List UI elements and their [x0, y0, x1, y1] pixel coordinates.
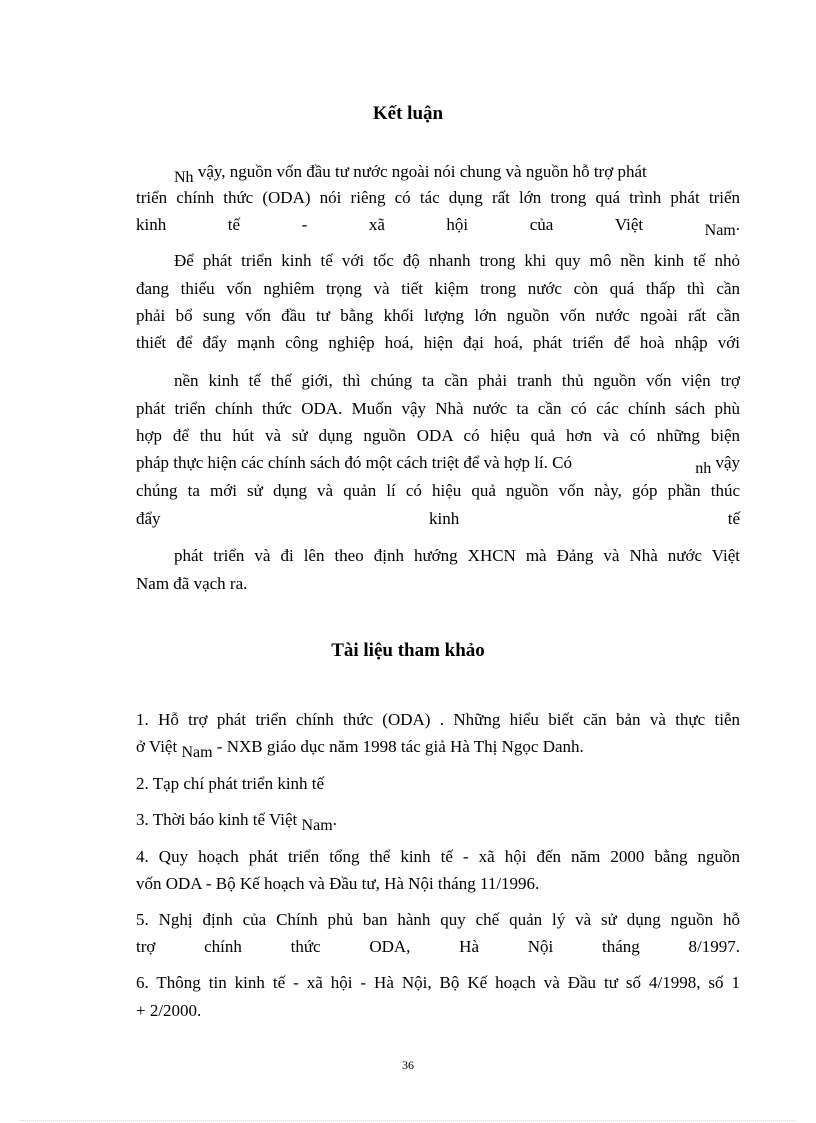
text-fragment: .: [735, 215, 740, 234]
page-bottom-divider: [20, 1120, 796, 1121]
conclusion-paragraph-3-line-5: chúng ta mới sử dụng và quản lí có hiệu quả nguồn vốn này, góp phần thúc: [136, 481, 740, 500]
text-fragment: ở Việt: [136, 737, 182, 756]
reference-1-line-2: [136, 736, 740, 759]
conclusion-paragraph-3-line-2: phát triển chính thức ODA. Muốn vậy Nhà nước ta cần có các chính sách phù: [136, 399, 740, 418]
conclusion-heading: Kết luận: [372, 103, 444, 124]
text-fragment: vậy, nguồn vốn đầu tư nước ngoài nói chung và nguồn hỗ trợ phát: [193, 162, 647, 181]
text-fragment: Nam: [301, 817, 333, 834]
reference-4-line-2: vốn ODA - Bộ Kế hoạch và Đầu tư, Hà Nội tháng 11/1996.: [136, 874, 540, 893]
text-fragment: - NXB giáo dục năm 1998 tác giả Hà Thị Ngọc Danh.: [212, 737, 584, 756]
word: kinh: [429, 509, 460, 528]
reference-2: 2. Tạp chí phát triển kinh tế: [136, 774, 325, 793]
page-number: 36: [402, 1058, 414, 1072]
word: Việt: [614, 215, 644, 234]
reference-1-line-1: 1. Hỗ trợ phát triển chính thức (ODA) . Những hiểu biết căn bản và thực tiễn: [136, 710, 740, 729]
text-fragment: nh: [695, 460, 712, 477]
word: tế: [227, 215, 241, 234]
word: [705, 214, 740, 237]
text-fragment: Nh: [174, 169, 194, 186]
word: đẩy: [136, 509, 161, 528]
word: xã: [368, 215, 385, 234]
reference-6-line-1: 6. Thông tin kinh tế - xã hội - Hà Nội, Bộ Kế hoạch và Đầu tư số 4/1998, số 1: [136, 973, 740, 992]
word: kinh: [136, 215, 167, 234]
text-fragment: [695, 452, 740, 475]
conclusion-paragraph-3-line-1: nền kinh tế thế giới, thì chúng ta cần phải tranh thủ nguồn vốn viện trợ: [174, 371, 740, 390]
word: 8/1997.: [688, 937, 740, 956]
word: -: [301, 215, 308, 234]
conclusion-paragraph-2-line-3: phải bổ sung vốn đầu tư bằng khối lượng lớn nguồn vốn nước ngoài rất cần: [136, 306, 740, 325]
text-fragment: 3. Thời báo kinh tế Việt: [136, 810, 302, 829]
text-fragment: Nam: [181, 744, 213, 761]
text-fragment: Nam: [704, 222, 736, 239]
reference-6-line-2: + 2/2000.: [136, 1001, 202, 1020]
conclusion-paragraph-2-line-1: Để phát triển kinh tế với tốc độ nhanh trong khi quy mô nền kinh tế nhỏ: [174, 251, 740, 270]
conclusion-paragraph-4-line-1: phát triển và đi lên theo định hướng XHCN mà Đảng và Nhà nước Việt: [174, 546, 740, 565]
conclusion-paragraph-2-line-2: đang thiếu vốn nghiêm trọng và tiết kiệm trong nước còn quá thấp thì cần: [136, 279, 740, 298]
reference-4-line-1: 4. Quy hoạch phát triển tổng thể kinh tế - xã hội đến năm 2000 bằng nguồn: [136, 847, 740, 866]
word: trợ: [136, 937, 156, 956]
text-fragment: .: [332, 810, 337, 829]
word: hội: [446, 215, 469, 234]
reference-5-line-1: 5. Nghị định của Chính phủ ban hành quy chế quản lý và sử dụng nguồn hỗ: [136, 910, 740, 929]
word: tháng: [601, 937, 640, 956]
conclusion-paragraph-1-line-3: [136, 214, 740, 237]
word: Hà: [459, 937, 479, 956]
conclusion-paragraph-3-line-3: hợp để thu hút và sử dụng nguồn ODA có hiệu quả hơn và có những biện: [136, 426, 740, 445]
conclusion-paragraph-4-line-2: Nam đã vạch ra.: [136, 574, 248, 593]
reference-3: [136, 809, 740, 832]
reference-5-line-2: [136, 936, 740, 958]
word: ODA,: [369, 937, 411, 956]
text-fragment: vậy: [711, 453, 740, 472]
references-heading: Tài liệu tham khảo: [331, 640, 485, 661]
conclusion-paragraph-3-line-6: [136, 508, 740, 530]
conclusion-paragraph-1-line-1: [174, 161, 740, 184]
word: chính: [204, 937, 242, 956]
word: của: [529, 215, 554, 234]
word: thức: [290, 937, 321, 956]
word: Nội: [527, 937, 554, 956]
conclusion-paragraph-1-line-2: triển chính thức (ODA) nói riêng có tác dụng rất lớn trong quá trình phát triển: [136, 188, 740, 207]
conclusion-paragraph-2-line-4: thiết để đẩy mạnh công nghiệp hoá, hiện đại hoá, phát triển để hoà nhập với: [136, 333, 740, 352]
conclusion-paragraph-3-line-4: [136, 452, 740, 475]
word: tế: [727, 509, 740, 528]
text-fragment: pháp thực hiện các chính sách đó một cách triệt để và hợp lí. Có: [136, 453, 577, 472]
